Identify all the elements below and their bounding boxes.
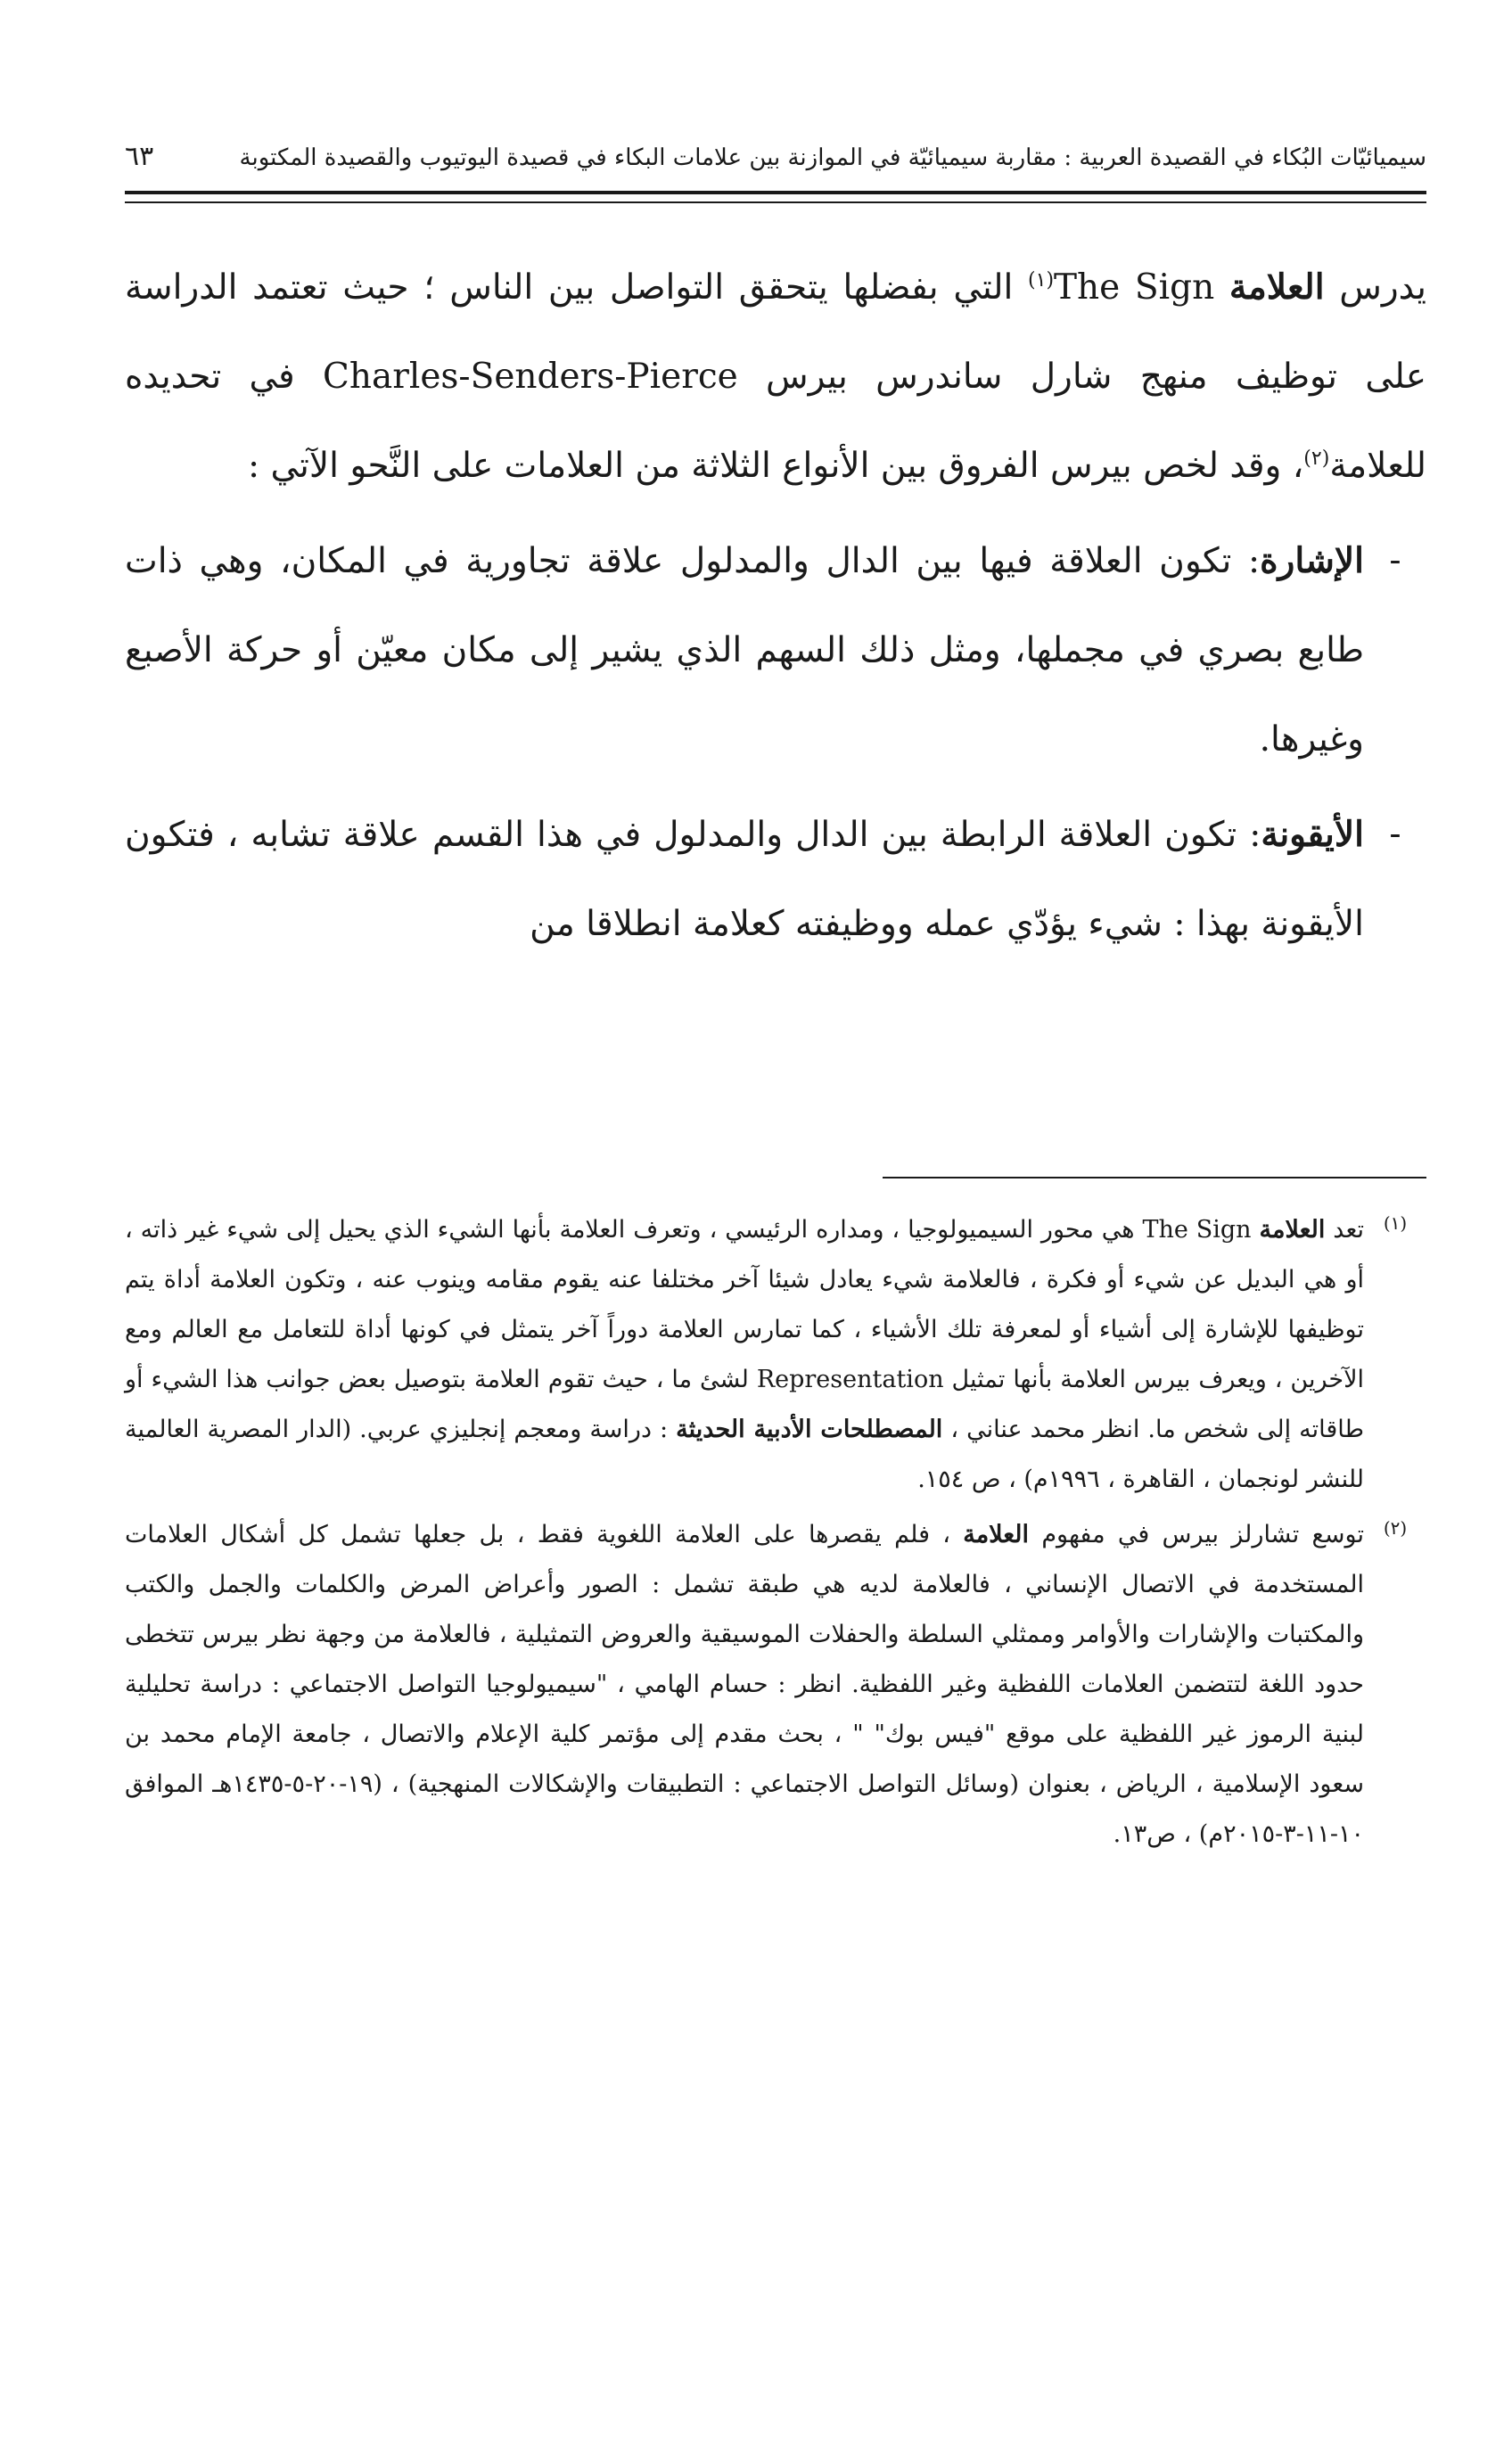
fn1-bold-2: المصطلحات الأدبية الحديثة	[676, 1416, 943, 1443]
para1-text-1: يدرس	[1324, 267, 1426, 308]
body-text	[125, 242, 1426, 969]
footnotes	[125, 1205, 1426, 1865]
fn1-latin-1: The Sign	[1134, 1216, 1260, 1244]
list-item-body: : تكون العلاقة فيها بين الدال والمدلول علاقة تجاورية في المكان، وهي ذات طابع بصري في مجملها، ومثل ذلك السهم الذي يشير إلى مكان معيّن أو حركة الأصبع وغيرها.	[125, 541, 1364, 760]
header-rule-thin	[125, 201, 1426, 203]
footnote-separator	[883, 1177, 1426, 1178]
fn1-bold-1: العلامة	[1259, 1216, 1326, 1244]
running-header	[125, 141, 1426, 180]
para1-text-2: التي بفضلها يتحقق التواصل بين الناس ؛ حيث تعتمد الدراسة على توظيف منهج شارل ساندرس بيرس	[125, 267, 1427, 397]
footnote-2	[125, 1510, 1426, 1860]
bullet-dash: -	[1389, 814, 1401, 854]
footnote-ref-2[interactable]: (٢)	[1303, 448, 1330, 470]
footnote-1	[125, 1205, 1426, 1505]
list-item-icon-sign	[125, 790, 1426, 969]
para1-text-4: ، وقد لخص بيرس الفروق بين الأنواع الثلاثة من العلامات على النَّحو الآتي :	[247, 446, 1304, 486]
list-item-term: الإشارة	[1260, 540, 1364, 581]
para1-bold-term: العلامة	[1228, 267, 1325, 308]
list-item-indexical	[125, 516, 1426, 784]
para1-latin-name: Charles-Senders-Pierce	[323, 357, 738, 397]
list-item-text	[125, 790, 1364, 969]
footnote-text	[125, 1510, 1364, 1860]
footnote-text	[125, 1205, 1364, 1505]
fn2-bold-1: العلامة	[963, 1521, 1030, 1548]
list-item-term: الأيقونة	[1261, 814, 1364, 855]
header-rule-thick	[125, 191, 1426, 194]
page-number: ٦٣	[125, 141, 154, 172]
para1-text-3: في تحديده للعلامة	[125, 357, 1426, 486]
list-item-body: : تكون العلاقة الرابطة بين الدال والمدلول في هذا القسم علاقة تشابه ، فتكون الأيقونة بهذا : شيء يؤدّي عمله ووظيفته كعلامة انطلاقا من	[125, 815, 1364, 944]
running-header-title: سيميائيّات البُكاء في القصيدة العربية : مقاربة سيميائيّة في الموازنة بين علامات البكاء في قصيدة اليوتيوب والقصيدة المكتوبة	[239, 144, 1426, 171]
bullet-dash: -	[1389, 540, 1401, 580]
footnote-ref-1[interactable]: (١)	[1028, 269, 1055, 292]
fn1-latin-2: Representation	[756, 1366, 944, 1393]
fn1-text-1: تعد	[1325, 1216, 1365, 1244]
fn2-text-1: توسع تشارلز بيرس في مفهوم	[1029, 1521, 1364, 1548]
footnote-number: (١)	[1383, 1212, 1408, 1234]
fn1-text-2: هي محور السيميولوجيا ، ومداره الرئيسي ، وتعرف العلامة بأنها الشيء الذي يحيل إلى شيء غير ذاته ، أو هي البديل عن شيء أو فكرة ، فالعلامة شيء يعادل شيئا آخر مختلفا عنه يقوم مقامه وينوب عنه ، وتكون العلامة أداة يتم توظيفها للإشارة إلى أشياء أو لمعرفة تلك الأشياء ، كما تمارس العلامة دوراً آخر يتمثل في كونها أداة للتعامل مع العالم ومع الآخرين ، ويعرف بيرس العلامة بأنها تمثيل	[125, 1216, 1364, 1393]
intro-paragraph	[125, 242, 1426, 511]
list-item-text	[125, 516, 1364, 784]
fn1-text-4: : دراسة ومعجم إنجليزي عربي. (الدار المصرية العالمية للنشر لونجمان ، القاهرة ، ١٩٩٦م) ، ص ١٥٤.	[125, 1416, 1364, 1493]
fn1-text-3: لشئ ما ، حيث تقوم العلامة بتوصيل بعض جوانب هذا الشيء أو طاقاته إلى شخص ما. انظر محمد عناني ،	[125, 1366, 1364, 1443]
footnote-number: (٢)	[1383, 1517, 1408, 1539]
book-page	[125, 0, 1426, 2439]
fn2-text-2: ، فلم يقصرها على العلامة اللغوية فقط ، بل جعلها تشمل كل أشكال العلامات المستخدمة في الاتصال الإنساني ، فالعلامة لديه هي طبقة تشمل : الصور وأعراض المرض والكلمات والجمل والكتب والمكتبات والإشارات والأوامر وممثلي السلطة والحفلات الموسيقية والعروض التمثيلية ، فالعلامة من وجهة نظر بيرس تتخطى حدود اللغة لتتضمن العلامات اللفظية وغير اللفظية. انظر : حسام الهامي ، "سيميولوجيا التواصل الاجتماعي : دراسة تحليلية لبنية الرموز غير اللفظية على موقع "فيس بوك" " ، بحث مقدم إلى مؤتمر كلية الإعلام والاتصال ، جامعة الإمام محمد بن سعود الإسلامية ، الرياض ، بعنوان (وسائل التواصل الاجتماعي : التطبيقات والإشكالات المنهجية) ، (١٩-٢٠-٥-١٤٣٥هـ الموافق ١٠-١١-٣-٢٠١٥م) ، ص١٣.	[125, 1521, 1364, 1848]
para1-latin-term: The Sign	[1054, 267, 1215, 308]
